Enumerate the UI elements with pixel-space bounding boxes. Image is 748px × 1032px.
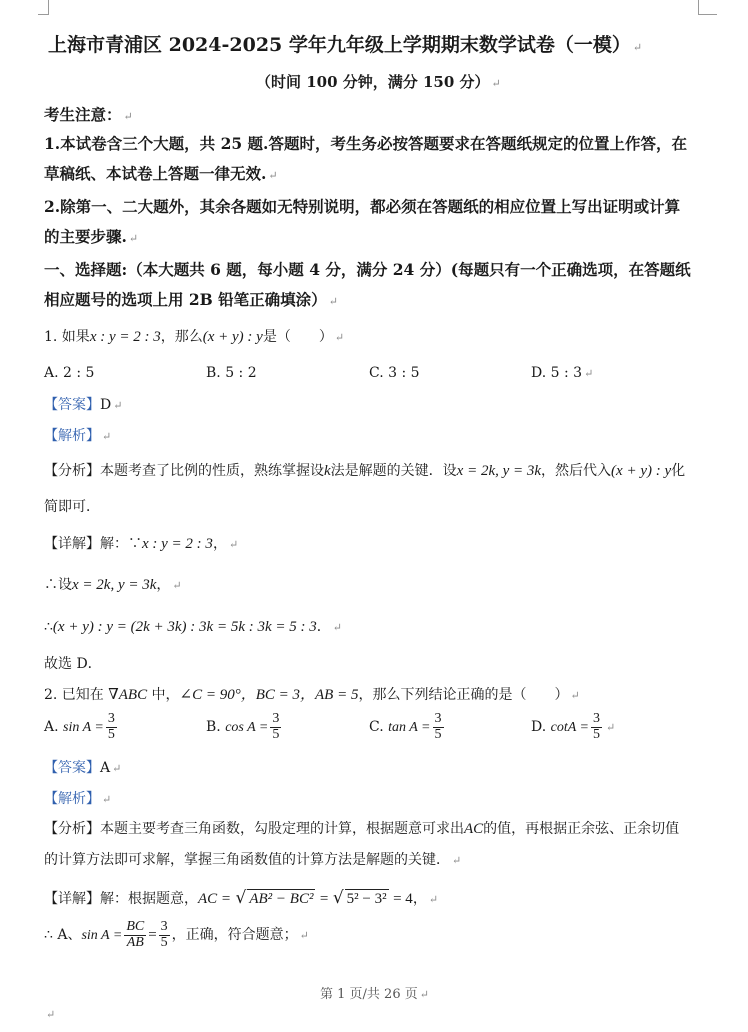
corner-mark-top-right [698, 0, 717, 15]
q2-fenxi-line2: 的计算方法即可求解，掌握三角函数值的计算方法是解题的关键． ↵ [44, 852, 462, 868]
q1-option-b: B. 5 : 2 [206, 365, 257, 381]
section1-line2: 相应题号的选项上用 2B 铅笔正确填涂） ↵ [44, 290, 338, 309]
q1-xiangjie: 【详解】解：∵x : y = 2 : 3， ↵ [44, 536, 239, 552]
q1-option-a: A. 2 : 5 [44, 365, 95, 381]
q2-answer: 【答案】A ↵ [44, 760, 122, 776]
q2-option-d: D. cotA = $\frac{3}{5}$ ↵ [531, 711, 616, 742]
q1-step2: ∴设x = 2k, y = 3k， ↵ [44, 577, 182, 593]
notice-item1-line2: 草稿纸、本试卷上答题一律无效. ↵ [44, 164, 278, 183]
q1-option-d: D. 5 : 3 ↵ [531, 365, 594, 381]
sqrt-icon: √ [332, 888, 344, 908]
q2-option-b: B. cos A = $\frac{3}{5}$ [206, 711, 280, 742]
section1-line1: 一、选择题:（本大题共 6 题，每小题 4 分，满分 24 分）(每题只有一个正确选项，在答题纸 [44, 260, 691, 279]
notice-item1-line1: 1.本试卷含三个大题，共 25 题.答题时，考生务必按答题要求在答题纸规定的位置上作答，在 [44, 134, 687, 153]
q2-final-step: ∴ A、sin A = $\frac{BC}{AB}$ = $\frac{3}{5}$ ，正确，符合题意； ↵ [44, 919, 309, 950]
q2-analysis-tag: 【解析】 ↵ [44, 791, 112, 807]
q1-choose: 故选 D． [44, 656, 102, 672]
q1-step3: ∴(x + y) : y = (2k + 3k) : 3k = 5k : 3k = 5 : 3． ↵ [44, 619, 342, 635]
q1-option-c: C. 3 : 5 [369, 365, 420, 381]
q1-fenxi-line1: 【分析】本题考查了比例的性质，熟练掌握设k法是解题的关键．设x = 2k, y = 3k，然后代入(x + y) : y化 [44, 463, 686, 479]
corner-mark-top-left [38, 0, 49, 15]
q1-analysis-tag: 【解析】 ↵ [44, 428, 112, 444]
sqrt-icon: √ [235, 888, 247, 908]
notice-item2-line1: 2.除第一、二大题外，其余各题如无特别说明，都必须在答题纸的相应位置上写出证明或计算 [44, 197, 681, 216]
exam-subtitle: （时间 100 分钟，满分 150 分） ↵ [256, 73, 501, 91]
q1-answer: 【答案】D ↵ [44, 397, 123, 413]
q1-fenxi-line2: 简即可． [44, 499, 100, 515]
page-footer: 第 1 页/共 26 页 ↵ [320, 987, 429, 1002]
q2-option-a: A. sin A = $\frac{3}{5}$ [44, 711, 115, 742]
notice-item2-line2: 的主要步骤. ↵ [44, 227, 139, 246]
notice-heading: 考生注意： ↵ [44, 105, 133, 124]
q1-stem: 1. 如果x : y = 2 : 3，那么(x + y) : y是（ ） ↵ [44, 329, 345, 345]
q2-stem: 2. 已知在 ∇ABC 中，∠C = 90°，BC = 3，AB = 5，那么下列结论正确的是（ ） ↵ [44, 687, 580, 703]
exam-title: 上海市青浦区 2024-2025 学年九年级上学期期末数学试卷（一模） ↵ [48, 34, 643, 56]
q2-xiangjie: 【详解】解：根据题意，AC = √ AB² − BC² = √ 5² − 3² = 4， ↵ [44, 888, 439, 908]
q2-fenxi-line1: 【分析】本题主要考查三角函数，勾股定理的计算，根据题意可求出AC的值，再根据正余弦、正余切值 [44, 821, 680, 837]
q2-option-c: C. tan A = $\frac{3}{5}$ [369, 711, 442, 742]
page-end-mark: ↵ [46, 1008, 56, 1021]
